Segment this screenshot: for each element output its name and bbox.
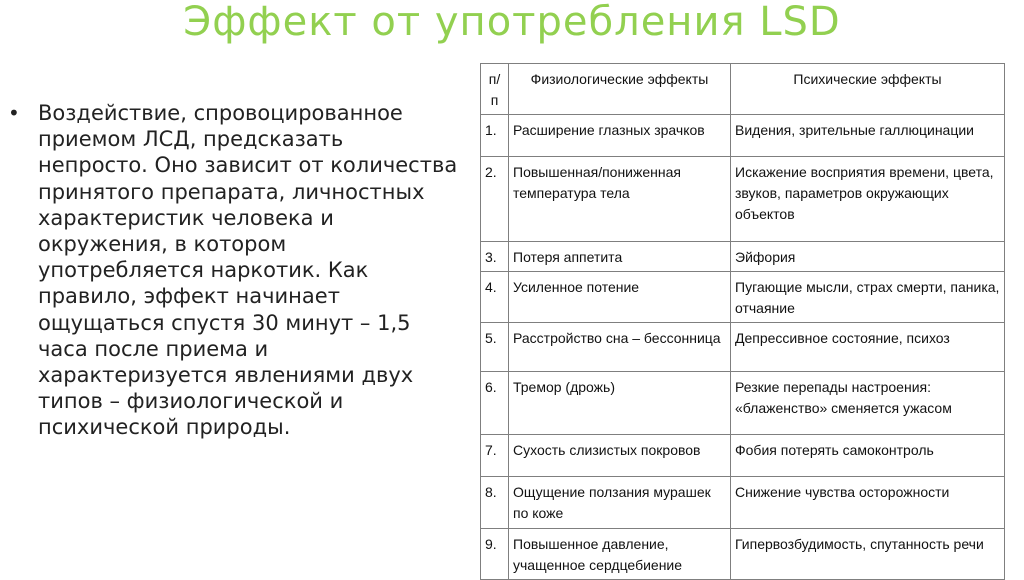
row-physiological: Расстройство сна – бессонница (509, 323, 731, 372)
row-num: 4. (481, 272, 509, 323)
row-psychological: Фобия потерять самоконтроль (731, 435, 1005, 477)
table-header-row (481, 64, 1005, 115)
row-num: 2. (481, 157, 509, 242)
row-physiological: Тремор (дрожь) (509, 372, 731, 435)
row-num: 6. (481, 372, 509, 435)
table-row (481, 323, 1005, 372)
row-physiological: Потеря аппетита (509, 242, 731, 272)
header-num: п/п (481, 64, 509, 115)
row-psychological: Видения, зрительные галлюцинации (731, 115, 1005, 157)
effects-table (480, 63, 1005, 580)
row-physiological: Повышенная/пониженная температура тела (509, 157, 731, 242)
bullet-marker: • (8, 101, 20, 125)
row-psychological: Депрессивное состояние, психоз (731, 323, 1005, 372)
row-psychological: Резкие перепады настроения: «блаженство» сменяется ужасом (731, 372, 1005, 435)
row-psychological: Искажение восприятия времени, цвета, звуков, параметров окружающих объектов (731, 157, 1005, 242)
bullet-text: Воздействие, спровоцированное приемом ЛСД, предсказать непросто. Оно зависит от количества принятого препарата, личностных характеристик человека и окружения, в котором употребляется наркотик. Как правило, эффект начинает ощущаться спустя 30 минут – 1,5 часа после приема и характеризуется явлениями двух типов – физиологической и психической природы. (38, 101, 458, 440)
table-row (481, 115, 1005, 157)
row-physiological: Расширение глазных зрачков (509, 115, 731, 157)
row-psychological: Снижение чувства осторожности (731, 477, 1005, 529)
header-physiological: Физиологические эффекты (509, 64, 731, 115)
table-row (481, 272, 1005, 323)
row-psychological: Эйфория (731, 242, 1005, 272)
row-num: 1. (481, 115, 509, 157)
bullet-paragraph (8, 100, 458, 441)
row-num: 5. (481, 323, 509, 372)
row-physiological: Ощущение ползания мурашек по коже (509, 477, 731, 529)
header-psychological: Психические эффекты (731, 64, 1005, 115)
table-row (481, 529, 1005, 580)
row-num: 9. (481, 529, 509, 580)
table-row (481, 477, 1005, 529)
table-row (481, 242, 1005, 272)
table-row (481, 372, 1005, 435)
row-num: 7. (481, 435, 509, 477)
row-physiological: Усиленное потение (509, 272, 731, 323)
row-physiological: Сухость слизистых покровов (509, 435, 731, 477)
table-row (481, 157, 1005, 242)
table-row (481, 435, 1005, 477)
row-psychological: Гипервозбудимость, спутанность речи (731, 529, 1005, 580)
row-num: 8. (481, 477, 509, 529)
row-physiological: Повышенное давление, учащенное сердцебиение (509, 529, 731, 580)
row-psychological: Пугающие мысли, страх смерти, паника, отчаяние (731, 272, 1005, 323)
row-num: 3. (481, 242, 509, 272)
slide-title: Эффект от употребления LSD (183, 0, 841, 45)
